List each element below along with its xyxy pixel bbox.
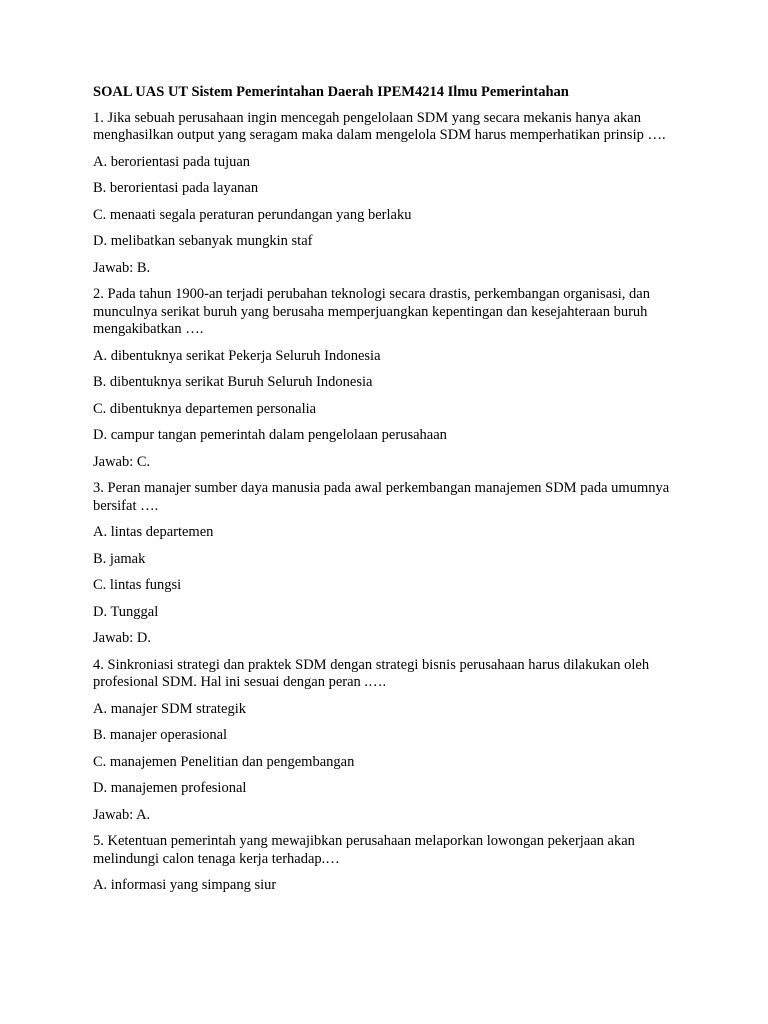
question-text: 1. Jika sebuah perusahaan ingin mencegah pengelolaan SDM yang secara mekanis hanya akan menghasilkan output yang seragam maka dalam mengelola SDM harus memperhatikan prinsip …. bbox=[93, 109, 666, 143]
question-block bbox=[93, 480, 683, 648]
answer-option: C. lintas fungsi bbox=[93, 577, 182, 593]
answer-key: Jawab: B. bbox=[93, 259, 151, 276]
question-block bbox=[93, 286, 683, 471]
answer-option: D. Tunggal bbox=[93, 603, 159, 620]
answer-option: A. lintas departemen bbox=[93, 524, 214, 540]
answer-option: C. dibentuknya departemen personalia bbox=[93, 400, 317, 417]
answer-option: D. campur tangan pemerintah dalam pengelolaan perusahaan bbox=[93, 427, 447, 443]
answer-option: D. manajemen profesional bbox=[93, 780, 247, 796]
document-title: SOAL UAS UT Sistem Pemerintahan Daerah IPEM4214 Ilmu Pemerintahan bbox=[93, 84, 569, 100]
question-text: 3. Peran manajer sumber daya manusia pada awal perkembangan manajemen SDM pada umumnya bersifat …. bbox=[93, 480, 670, 514]
answer-option: D. melibatkan sebanyak mungkin staf bbox=[93, 233, 313, 249]
document-page bbox=[93, 84, 683, 904]
question-list bbox=[93, 110, 683, 895]
answer-key: Jawab: A. bbox=[93, 806, 151, 823]
question-block bbox=[93, 110, 683, 278]
question-block bbox=[93, 833, 683, 895]
question-text: 2. Pada tahun 1900-an terjadi perubahan teknologi secara drastis, perkembangan organisasi, dan munculnya serikat buruh yang berusaha memperjuangkan kepentingan dan kesejahteraan buruh mengakibatkan …. bbox=[93, 286, 650, 337]
answer-option: A. informasi yang simpang siur bbox=[93, 877, 277, 893]
answer-option: B. dibentuknya serikat Buruh Seluruh Indonesia bbox=[93, 374, 373, 390]
answer-option: A. dibentuknya serikat Pekerja Seluruh Indonesia bbox=[93, 347, 381, 364]
answer-key: Jawab: C. bbox=[93, 453, 151, 470]
answer-option: B. berorientasi pada layanan bbox=[93, 180, 259, 196]
answer-option: A. berorientasi pada tujuan bbox=[93, 153, 251, 170]
question-block bbox=[93, 657, 683, 825]
answer-option: A. manajer SDM strategik bbox=[93, 700, 247, 717]
answer-option: B. manajer operasional bbox=[93, 727, 228, 743]
answer-option: C. manajemen Penelitian dan pengembangan bbox=[93, 753, 355, 770]
question-text: 4. Sinkroniasi strategi dan praktek SDM dengan strategi bisnis perusahaan harus dilakukan oleh profesional SDM. Hal ini sesuai dengan peran .…. bbox=[93, 656, 650, 690]
answer-option: C. menaati segala peraturan perundangan yang berlaku bbox=[93, 206, 412, 223]
question-text: 5. Ketentuan pemerintah yang mewajibkan perusahaan melaporkan lowongan pekerjaan akan melindungi calon tenaga kerja terhadap.… bbox=[93, 833, 635, 867]
answer-key: Jawab: D. bbox=[93, 630, 151, 646]
answer-option: B. jamak bbox=[93, 550, 146, 567]
